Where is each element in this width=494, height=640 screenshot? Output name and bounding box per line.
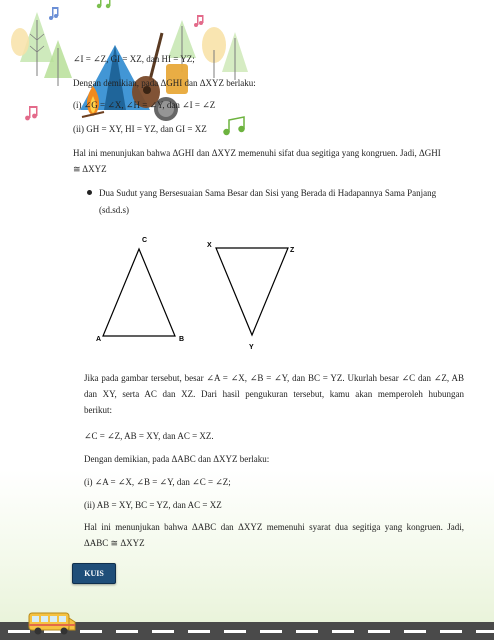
road-dash	[296, 630, 318, 633]
road-dash	[260, 630, 282, 633]
road-dash	[332, 630, 354, 633]
text-line-cz-relation: ∠C = ∠Z, AB = XY, dan AC = XZ.	[84, 431, 214, 441]
triangle-abc	[103, 249, 175, 336]
road-dash	[80, 630, 102, 633]
road-dash	[476, 630, 494, 633]
text-line-abc-sides: (ii) AB = XY, BC = YZ, dan AC = XZ	[84, 500, 222, 510]
conclusion-abc-line1: Hal ini menunjukan bahwa ΔABC dan ΔXYZ memenuhi syarat dua segitiga yang kongruen. Jadi,	[84, 522, 464, 532]
text-line-dengan-demikian-ghi: Dengan demikian, pada ΔGHI dan ΔXYZ berlaku:	[73, 78, 256, 88]
label-z: Z	[290, 247, 295, 254]
label-b: B	[179, 336, 185, 343]
road-dash	[188, 630, 210, 633]
paragraph-measure-line2: dan XY, serta AC dan XZ. Dari hasil pengukuran tersebut, kamu akan memperoleh hubungan	[84, 389, 464, 399]
text-line-abc-angles: (i) ∠A = ∠X, ∠B = ∠Y, dan ∠C = ∠Z;	[84, 477, 231, 487]
paragraph-measure-line1: Jika pada gambar tersebut, besar ∠A = ∠X, ∠B = ∠Y, dan BC = YZ. Ukurlah besar ∠C dan ∠Z, AB	[84, 373, 464, 383]
text-line-angle-i: ∠I = ∠Z, GI = XZ, dan HI = YZ;	[73, 54, 195, 64]
paragraph-measure-line3: berikut:	[84, 405, 112, 415]
road-dash	[368, 630, 390, 633]
triangle-xyz	[216, 248, 288, 335]
label-x: X	[207, 242, 212, 249]
label-a: A	[96, 336, 102, 343]
text-line-ghi-sides: (ii) GH = XY, HI = YZ, dan GI = XZ	[73, 124, 207, 134]
subheading-sdsds-line1: Dua Sudut yang Bersesuaian Sama Besar dan Sisi yang Berada di Hadapannya Sama Panjang	[99, 188, 437, 198]
text-line-dengan-demikian-abc: Dengan demikian, pada ΔABC dan ΔXYZ berlaku:	[84, 454, 270, 464]
road-dash	[404, 630, 426, 633]
subheading-sdsds-line2: (sd.sd.s)	[99, 205, 130, 215]
road-dash	[224, 630, 246, 633]
road-dash	[152, 630, 174, 633]
road-dash	[8, 630, 30, 633]
kuis-button[interactable]: KUIS	[72, 563, 116, 584]
label-c: C	[142, 237, 148, 244]
conclusion-ghi-line1: Hal ini menunjukan bahwa ΔGHI dan ΔXYZ memenuhi sifat dua segitiga yang kongruen. Jadi, ΔGHI	[73, 148, 441, 158]
road-dash	[440, 630, 462, 633]
conclusion-abc-line2: ΔABC ≅ ΔXYZ	[84, 538, 145, 548]
text-line-ghi-angles: (i) ∠G = ∠X, ∠H = ∠Y, dan ∠I = ∠Z	[73, 100, 216, 110]
label-y: Y	[249, 344, 254, 351]
conclusion-ghi-line2: ≅ ΔXYZ	[73, 164, 107, 174]
bus-icon	[28, 610, 78, 638]
road-dash	[116, 630, 138, 633]
paragraph-measure	[84, 370, 464, 418]
paragraph-conclusion-abc	[84, 519, 464, 551]
